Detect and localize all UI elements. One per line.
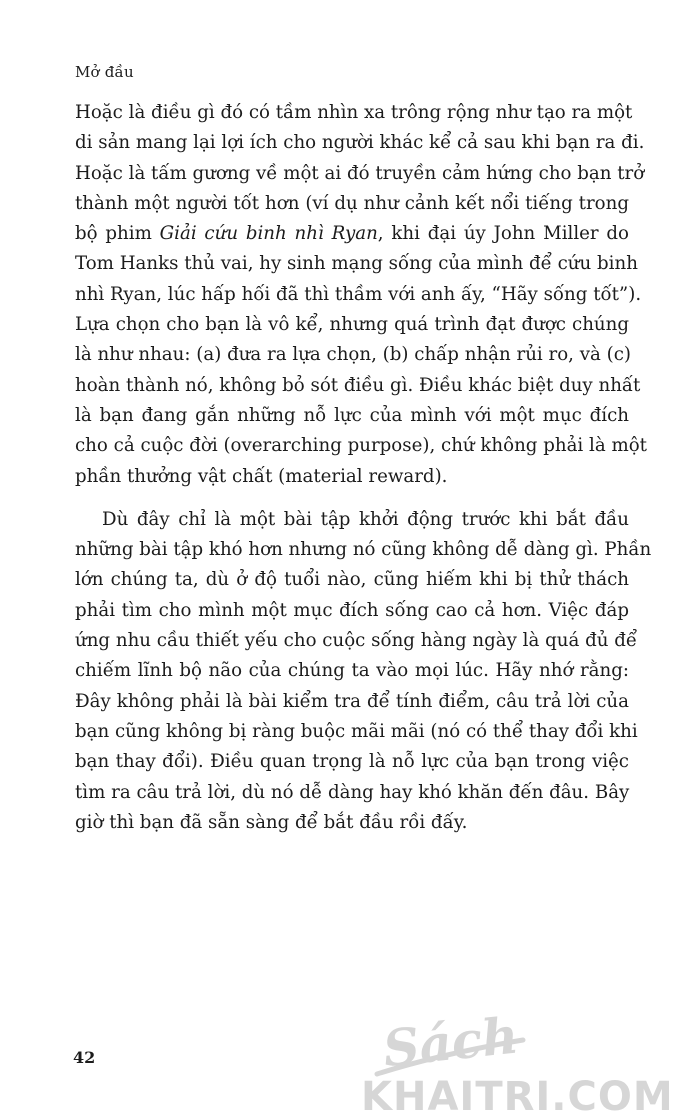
paragraph-1 (75, 98, 647, 492)
body-text (75, 98, 652, 838)
paragraph-gap (75, 492, 629, 505)
text-line: phần thưởng vật chất (material reward). (75, 465, 448, 487)
text-line: thành một người tốt hơn (ví dụ như cảnh kết nổi tiếng trong (75, 192, 629, 214)
text-line: giờ thì bạn đã sẵn sàng để bắt đầu rồi đấy. (75, 811, 468, 833)
paragraph-2 (75, 505, 652, 838)
text-line: phải tìm cho mình một mục đích sống cao cả hơn. Việc đáp (75, 599, 629, 621)
text-line: hoàn thành nó, không bỏ sót điều gì. Điều khác biệt duy nhất (75, 374, 641, 396)
text-line: Hoặc là điều gì đó có tầm nhìn xa trông rộng như tạo ra một (75, 102, 633, 123)
text-line: Đây không phải là bài kiểm tra để tính điểm, câu trả lời của (75, 690, 629, 712)
film-title: Giải cứu binh nhì Ryan (159, 223, 378, 245)
page-number: 42 (73, 1048, 96, 1067)
running-header: Mở đầu (75, 63, 134, 81)
text-line: bạn thay đổi). Điều quan trọng là nỗ lực của bạn trong việc (75, 751, 629, 773)
text-line: là bạn đang gắn những nỗ lực của mình với một mục đích (75, 404, 629, 426)
text-line-with-italic-title: bộ phim Giải cứu binh nhì Ryan, khi đại úy John Miller do (75, 223, 629, 245)
text-line: tìm ra câu trả lời, dù nó dễ dàng hay khó khăn đến đâu. Bây (75, 781, 630, 803)
text-line: là như nhau: (a) đưa ra lựa chọn, (b) chấp nhận rủi ro, và (c) (75, 344, 631, 366)
watermark-logo (355, 1002, 700, 1119)
text-line: Hoặc là tấm gương về một ai đó truyền cảm hứng cho bạn trở (75, 162, 645, 184)
text-line: lớn chúng ta, dù ở độ tuổi nào, cũng hiếm khi bị thử thách (75, 569, 629, 591)
watermark-script-text: Sách (380, 1005, 522, 1079)
text-line: những bài tập khó hơn nhưng nó cũng không dễ dàng gì. Phần (75, 539, 652, 561)
text-line: Dù đây chỉ là một bài tập khởi động trước khi bắt đầu (102, 508, 629, 530)
text-line: nhì Ryan, lúc hấp hối đã thì thầm với anh ấy, “Hãy sống tốt”). (75, 283, 642, 305)
text-line: cho cả cuộc đời (overarching purpose), chứ không phải là một (75, 435, 647, 457)
watermark-brand-text: KHAITRI.COM (361, 1074, 674, 1119)
text-line: bạn cũng không bị ràng buộc mãi mãi (nó có thể thay đổi khi (75, 720, 638, 742)
text-line: Tom Hanks thủ vai, hy sinh mạng sống của mình để cứu binh (75, 253, 638, 275)
text-line: Lựa chọn cho bạn là vô kể, nhưng quá trình đạt được chúng (75, 314, 629, 336)
text-line: ứng nhu cầu thiết yếu cho cuộc sống hàng ngày là quá đủ để (75, 630, 638, 652)
text-line: di sản mang lại lợi ích cho người khác kể cả sau khi bạn ra đi. (75, 132, 645, 154)
text-line: chiếm lĩnh bộ não của chúng ta vào mọi lúc. Hãy nhớ rằng: (75, 660, 629, 682)
